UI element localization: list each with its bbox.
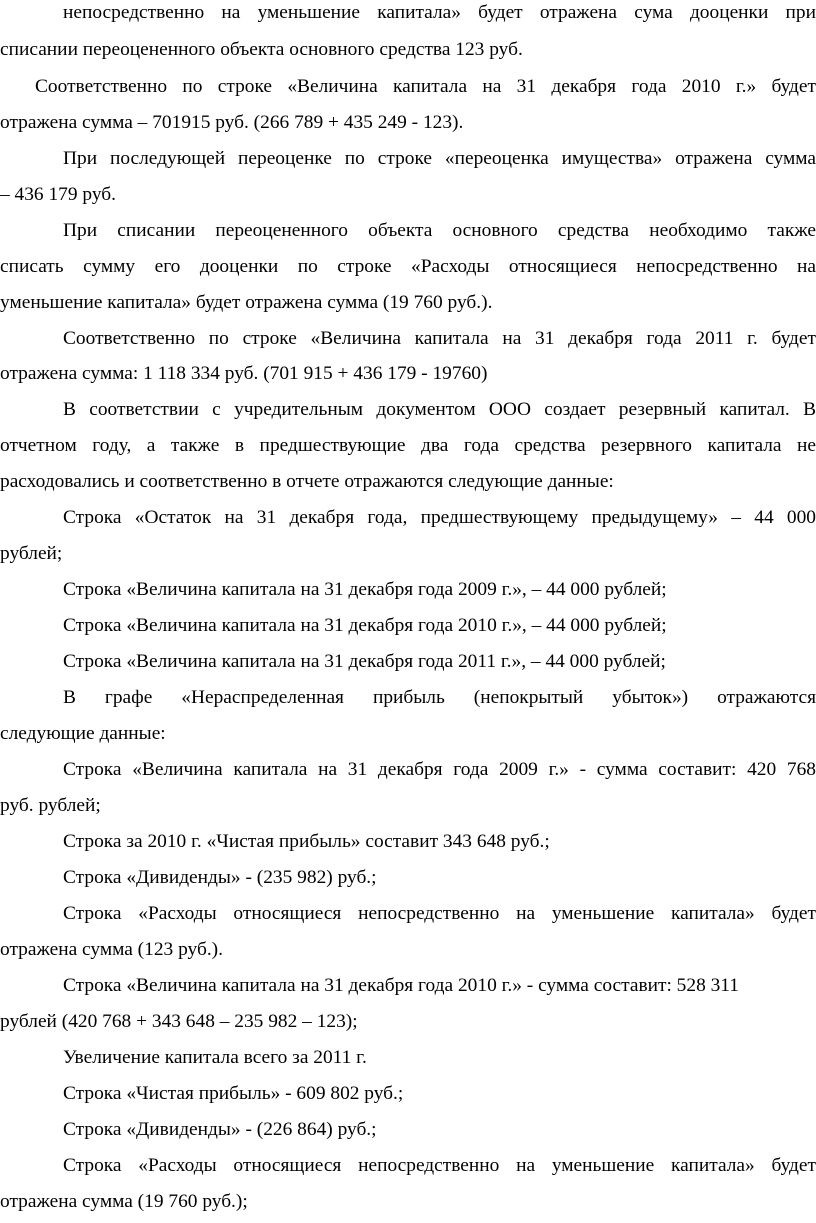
- text-line: Соответственно по строке «Величина капитала на 31 декабря года 2011 г. будет: [63, 328, 816, 349]
- text-line: Строка «Остаток на 31 декабря года, предшествующему предыдущему» – 44 000: [63, 507, 816, 528]
- text-line: отражена сумма (123 руб.).: [0, 939, 223, 960]
- text-line: Строка «Величина капитала на 31 декабря года 2011 г.», – 44 000 рублей;: [63, 651, 666, 672]
- text-line: Строка «Величина капитала на 31 декабря года 2009 г.», – 44 000 рублей;: [63, 579, 667, 600]
- text-line: рублей (420 768 + 343 648 – 235 982 – 123);: [0, 1011, 358, 1032]
- text-line: Строка «Дивиденды» - (226 864) руб.;: [63, 1119, 377, 1140]
- text-line: списать сумму его дооценки по строке «Расходы относящиеся непосредственно на: [0, 256, 816, 277]
- text-line: уменьшение капитала» будет отражена сумма (19 760 руб.).: [0, 292, 493, 313]
- text-line: При списании переоцененного объекта основного средства необходимо также: [63, 220, 816, 241]
- text-line: Строка «Величина капитала на 31 декабря года 2009 г.» - сумма составит: 420 768: [63, 759, 816, 780]
- text-line: списании переоцененного объекта основного средства 123 руб.: [0, 39, 523, 60]
- text-line: Увеличение капитала всего за 2011 г.: [63, 1047, 367, 1068]
- text-line: Строка «Дивиденды» - (235 982) руб.;: [63, 867, 377, 888]
- text-line: непосредственно на уменьшение капитала» будет отражена сума дооценки при: [63, 2, 816, 23]
- text-line: В графе «Нераспределенная прибыль (непокрытый убыток») отражаются: [63, 687, 816, 708]
- text-line: отражена сумма – 701915 руб. (266 789 + 435 249 - 123).: [0, 112, 464, 133]
- text-line: расходовались и соответственно в отчете отражаются следующие данные:: [0, 471, 614, 492]
- text-line: Строка «Величина капитала на 31 декабря года 2010 г.», – 44 000 рублей;: [63, 615, 667, 636]
- text-line: Строка «Величина капитала на 31 декабря года 2010 г.» - сумма составит: 528 311: [63, 975, 739, 996]
- text-line: руб. рублей;: [0, 795, 101, 816]
- text-line: Строка «Расходы относящиеся непосредственно на уменьшение капитала» будет: [63, 1155, 816, 1176]
- text-line: отражена сумма: 1 118 334 руб. (701 915 + 436 179 - 19760): [0, 363, 488, 384]
- text-line: При последующей переоценке по строке «переоценка имущества» отражена сумма: [63, 148, 816, 169]
- text-line: отчетном году, а также в предшествующие два года средства резервного капитала не: [0, 435, 816, 456]
- text-line: отражена сумма (19 760 руб.);: [0, 1191, 248, 1212]
- text-line: рублей;: [0, 543, 63, 564]
- text-line: Строка «Расходы относящиеся непосредственно на уменьшение капитала» будет: [63, 903, 816, 924]
- text-line: Соответственно по строке «Величина капитала на 31 декабря года 2010 г.» будет: [35, 76, 816, 97]
- text-line: следующие данные:: [0, 723, 166, 744]
- text-line: Строка за 2010 г. «Чистая прибыль» составит 343 648 руб.;: [63, 831, 550, 852]
- text-line: В соответствии с учредительным документом ООО создает резервный капитал. В: [63, 399, 816, 420]
- text-line: Строка «Чистая прибыль» - 609 802 руб.;: [63, 1083, 404, 1104]
- text-line: – 436 179 руб.: [0, 184, 117, 205]
